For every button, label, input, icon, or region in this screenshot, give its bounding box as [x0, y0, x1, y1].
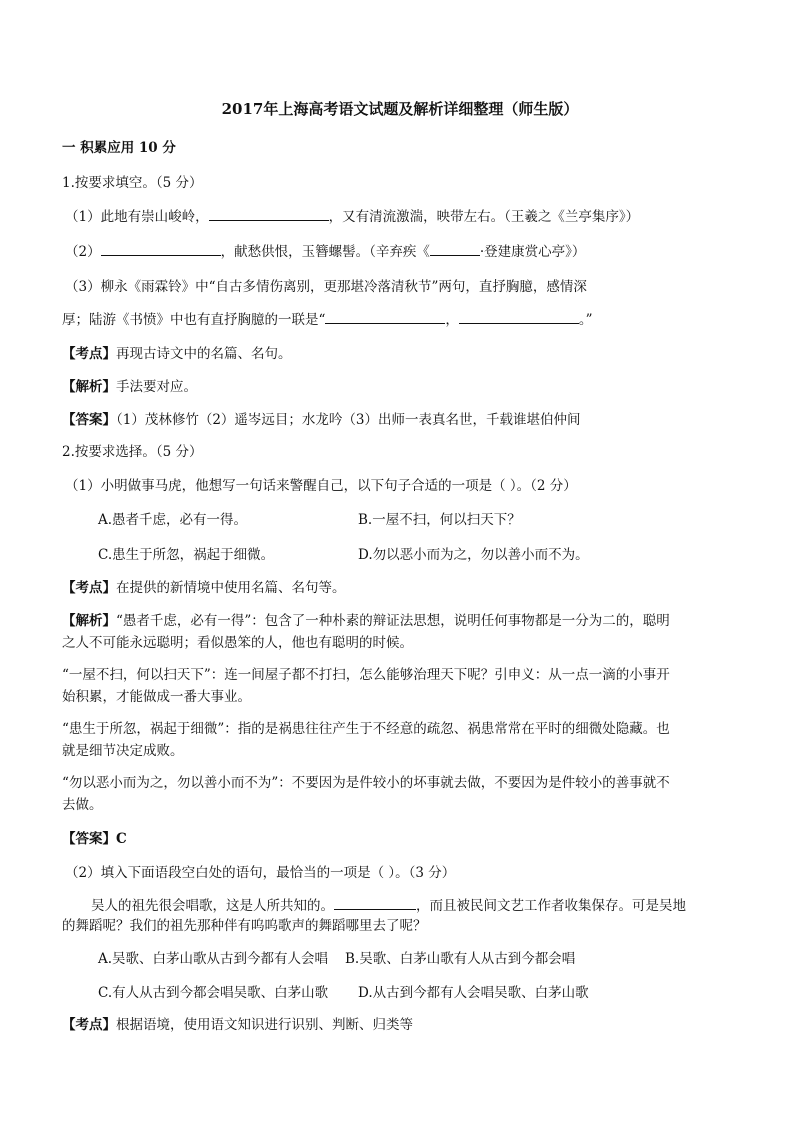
option-c: C.有人从古到今都会唱吴歌、白茅山歌 [98, 985, 329, 1001]
jiexi-label: 【解析】 [62, 613, 116, 629]
question-2-sub-2: （2）填入下面语段空白处的语句，最恰当的一项是（ ）。（3 分） [65, 865, 456, 881]
option-b: B.吴歌、白茅山歌有人从古到今都会唱 [345, 951, 576, 967]
q2-s1-para-2-line-1: “一屋不扫，何以扫天下”：连一间屋子都不打扫，怎么能够治理天下呢？引申义：从一点一滴的小事开 [62, 667, 670, 683]
q2-s1-para-2-line-2: 始积累，才能做成一番大事业。 [62, 689, 251, 705]
kaodian-label: 【考点】 [62, 1017, 116, 1033]
q2-s1-para-3-line-2: 就是细节决定成败。 [62, 743, 184, 759]
q2-s1-para-4-line-1: “勿以恶小而为之，勿以善小而不为”：不要因为是件较小的坏事就去做，不要因为是件较小的善事就不 [62, 775, 670, 791]
q2-s1-kaodian [62, 576, 346, 596]
q1-s2-text-mid: ，献愁供恨，玉簪螺髻。（辛弃疾《 [220, 244, 430, 260]
jiexi-text: “愚者千虑，必有一得”：包含了一种朴素的辩证法思想，说明任何事物都是一分为二的，聪明 [116, 613, 670, 629]
answer-blank [334, 895, 416, 910]
question-2-stem: 2.按要求选择。（5 分） [62, 444, 203, 460]
question-1-sub-2 [65, 240, 585, 260]
q1-s2-text-before: （2） [65, 244, 101, 260]
answer-blank [325, 309, 445, 324]
question-1-sub-3-line-1: （3）柳永《雨霖铃》中“自古多情伤离别，更那堪冷落清秋节”两句，直抒胸臆，感情深 [65, 279, 587, 295]
jiexi-label: 【解析】 [62, 379, 116, 395]
q1-s1-text-before: （1）此地有崇山峻岭， [65, 209, 209, 225]
section-heading: 一 积累应用 10 分 [62, 140, 176, 156]
q1-s2-text-after: ·登建康赏心亭》） [479, 244, 586, 260]
q1-s3-text-mid: ， [445, 312, 459, 328]
daan-text: C [116, 831, 127, 847]
option-c: C.患生于所忽，祸起于细微。 [98, 547, 275, 563]
answer-blank [459, 309, 579, 324]
option-d: D.勿以恶小而为之，勿以善小而不为。 [358, 547, 589, 563]
q1-s1-text-after: ，又有清流激湍，映带左右。（王羲之《兰亭集序》） [328, 209, 640, 225]
kaodian-text: 在提供的新情境中使用名篇、名句等。 [116, 580, 346, 596]
question-1-sub-3-line-2 [62, 308, 593, 328]
answer-blank [430, 241, 480, 256]
answer-blank [101, 241, 221, 256]
option-a: A.吴歌、白茅山歌从古到今都有人会唱 [98, 951, 329, 967]
q1-kaodian [62, 342, 292, 362]
q2-s2-kaodian [62, 1013, 413, 1033]
passage-line-2: 的舞蹈呢？我们的祖先那种伴有呜呜歌声的舞蹈哪里去了呢？ [62, 918, 427, 934]
passage-line-1 [91, 894, 686, 914]
kaodian-label: 【考点】 [62, 580, 116, 596]
daan-label: 【答案】 [62, 831, 116, 847]
passage-text-before: 吴人的祖先很会唱歌，这是人所共知的。 [91, 898, 334, 914]
question-1-sub-1 [65, 205, 639, 225]
question-1-stem: 1.按要求填空。（5 分） [62, 175, 203, 191]
q1-jiexi [62, 375, 197, 395]
option-a: A.愚者千虑，必有一得。 [98, 512, 248, 528]
daan-text: （1）茂林修竹（2）遥岑远目；水龙吟（3）出师一表真名世，千载谁堪伯仲间 [116, 412, 581, 428]
q2-s1-jiexi-line-1 [62, 609, 670, 629]
passage-text-after: ，而且被民间文艺工作者收集保存。可是吴地 [416, 898, 686, 914]
q1-s3-text-before: 厚；陆游《书愤》中也有直抒胸臆的一联是“ [62, 312, 326, 328]
q2-s1-para-4-line-2: 去做。 [62, 797, 103, 813]
kaodian-text: 根据语境，使用语文知识进行识别、判断、归类等 [116, 1017, 413, 1033]
q1-s3-text-after: 。” [578, 312, 593, 328]
question-2-sub-1: （1）小明做事马虎，他想写一句话来警醒自己，以下句子合适的一项是（ ）。（2 分） [65, 478, 577, 494]
q2-s1-daan [62, 827, 127, 847]
answer-blank [209, 206, 329, 221]
document-title: 2017年上海高考语文试题及解析详细整理（师生版） [221, 100, 579, 118]
option-d: D.从古到今都有人会唱吴歌、白茅山歌 [358, 985, 589, 1001]
q1-daan [62, 408, 581, 428]
daan-label: 【答案】 [62, 412, 116, 428]
option-b: B.一屋不扫，何以扫天下？ [358, 512, 521, 528]
kaodian-label: 【考点】 [62, 346, 116, 362]
q2-s1-jiexi-line-2: 之人不可能永远聪明；看似愚笨的人，他也有聪明的时候。 [62, 635, 413, 651]
kaodian-text: 再现古诗文中的名篇、名句。 [116, 346, 292, 362]
jiexi-text: 手法要对应。 [116, 379, 197, 395]
q2-s1-para-3-line-1: “患生于所忽，祸起于细微”：指的是祸患往往产生于不经意的疏忽、祸患常常在平时的细微处隐藏。也 [62, 721, 670, 737]
